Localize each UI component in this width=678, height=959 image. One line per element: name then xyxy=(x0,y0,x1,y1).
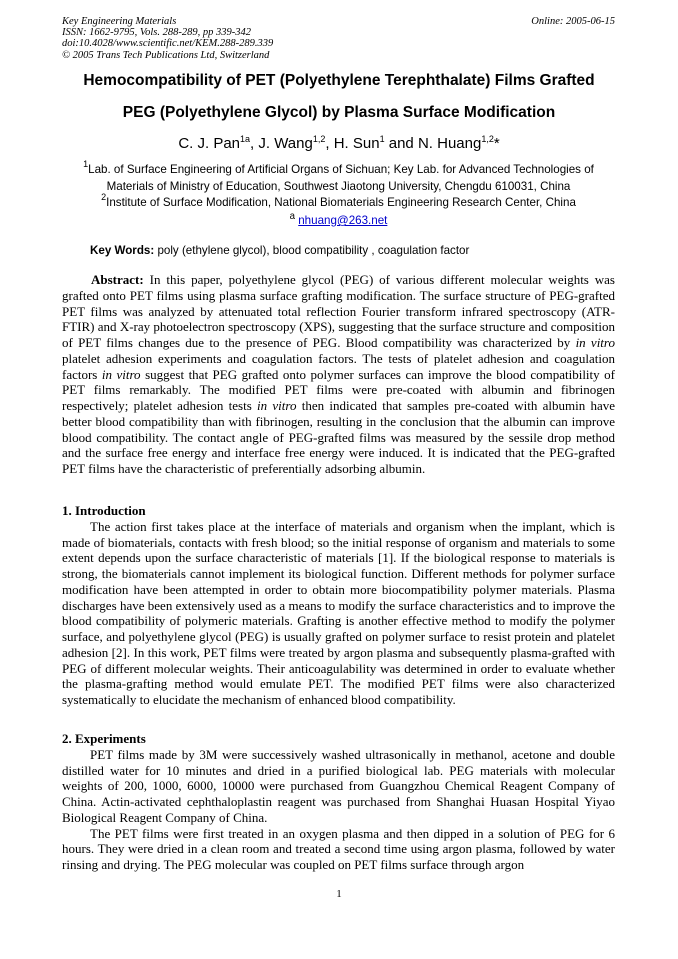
introduction-section xyxy=(62,503,615,708)
affiliation-1-line-2: Materials of Ministry of Education, Southwest Jiaotong University, Chengdu 610031, China xyxy=(106,179,571,193)
issn-line: ISSN: 1662-9795, Vols. 288-289, pp 339-342 xyxy=(62,27,251,39)
email-mark: a xyxy=(289,211,295,222)
abstract-text: platelet adhesion experiments and coagulation factors. The tests of platelet adhesion and coagulation factors xyxy=(62,350,615,382)
online-date: Online: 2005-06-15 xyxy=(531,16,615,27)
experiments-paragraph-2: The PET films were first treated in an oxygen plasma and then dipped in a solution of PEG for 6 hours. They were dried in a clean room and treated a second time using argon plasma, followed by water rinsing and drying. The PEG molecular was coupled on PET films surface through argon xyxy=(62,825,615,872)
author-list xyxy=(40,135,638,152)
paper-title-line-2: PEG (Polyethylene Glycol) by Plasma Surface Modification xyxy=(122,104,556,121)
author-separator: , xyxy=(325,135,334,152)
abstract-label: Abstract: xyxy=(91,272,144,287)
abstract-text: suggest that PEG grafted onto polymer surfaces can improve the blood compatibility of PET films remarkably. The modified PET films were pre-coated with albumin and fibrinogen respectively; platelet adhesion tests xyxy=(62,366,615,413)
author-affiliation-mark: 1 xyxy=(379,134,385,144)
abstract-italic: in vitro xyxy=(101,366,141,382)
affiliation-mark: 1 xyxy=(83,159,89,169)
author-name: J. Wang xyxy=(258,135,313,152)
affiliation-2 xyxy=(62,192,615,212)
author-name: N. Huang xyxy=(417,135,482,152)
doi-line: doi:10.4028/www.scientific.net/KEM.288-289.339 xyxy=(62,38,274,50)
keywords xyxy=(90,244,469,257)
author-separator: and xyxy=(384,135,418,152)
abstract-italic: in vitro xyxy=(257,398,297,413)
affiliation-mark: 2 xyxy=(101,192,107,202)
paper-title-line-1: Hemocompatibility of PET (Polyethylene Terephthalate) Films Grafted xyxy=(83,72,595,89)
abstract xyxy=(62,272,615,477)
affiliation-1-line-1: Lab. of Surface Engineering of Artificial Organs of Sichuan; Key Lab. for Advanced Technologies of xyxy=(88,163,594,176)
author-affiliation-mark: 1,2 xyxy=(312,134,326,144)
affiliation-1 xyxy=(62,159,615,195)
section-heading-experiments: 2. Experiments xyxy=(62,731,146,746)
page-number: 1 xyxy=(336,888,342,900)
author-name: C. J. Pan xyxy=(178,135,241,152)
experiments-paragraph-1: PET films made by 3M were successively washed ultrasonically in methanol, acetone and double distilled water for 10 minutes and dried in a purified biological lab. PEG materials with molecular weights of 200, 1000, 6000, 10000 were purchased from Guangzhou Chemical Reagent Company of China. Actin-activated cephthaloplastin reagent was purchased from Shanghai Huasan Hospital Yiyao Biological Reagent Company of China. xyxy=(62,746,615,825)
email-link[interactable]: nhuang@263.net xyxy=(298,213,388,227)
abstract-text: In this paper, polyethylene glycol (PEG) of various different molecular weights was grafted onto PET films using plasma surface grafting modification. The surface structure of PEG-grafted PET films was analyzed by attenuated total reflection Fourier transform infrared spectroscopy (ATR-FTIR) and X-ray photoelectron spectroscopy (XPS), suggesting that the surface structure and composition of PET films changes due to the presence of PEG. Blood compatibility was characterized by xyxy=(62,272,615,350)
experiments-section xyxy=(62,731,615,873)
corresponding-author-mark: * xyxy=(493,135,500,152)
journal-name: Key Engineering Materials xyxy=(62,16,177,27)
copyright-line: © 2005 Trans Tech Publications Ltd, Switzerland xyxy=(62,49,270,61)
contact-email-line xyxy=(62,211,615,227)
abstract-text: then indicated that samples pre-coated with albumin have better blood compatibility than with fibrinogen, resulting in the conclusion that the albumin can improve blood compatibility. The contact angle of PEG-grafted films was measured by the sessile drop method and the surface free energy and interface free energy were induced. It is indicated that the PEG-grafted PET films have the characteristic of preferentially adsorbing albumin. xyxy=(62,398,615,476)
introduction-paragraph: The action first takes place at the interface of materials and organism when the implant, which is made of biomaterials, contacts with fresh blood; so the initial response of organism and materials to some extent depends upon the surface characteristic of materials [1]. If the biological response to materials is strong, the biomaterials cannot implement its biological function. Different methods for polymer surface modification have been attempted in order to obtain more biocompatibility polymer materials. Plasma discharges have been extensively used as a means to modify the surface characteristics and to improve the blood compatibility of polymeric materials. Grafting is another effective method to modify the polymer surface, and polyethylene glycol (PEG) is usually grafted on polymer surface to resist protein and platelet adhesion [2]. In this work, PET films were treated by argon plasma and subsequently plasma-grafted with PEG of different molecular weights. Their anticoagulability was determined in order to evaluate whether the plasma-grafting method would emulate PET. The modified PET films were also characterized systematically to elucidate the mechanism of enhanced blood compatibility. xyxy=(62,518,615,707)
author-separator: , xyxy=(250,135,259,152)
section-heading-introduction: 1. Introduction xyxy=(62,503,146,518)
keywords-label: Key Words: xyxy=(90,244,155,257)
affiliation-2-text: Institute of Surface Modification, National Biomaterials Engineering Research Center, China xyxy=(106,196,576,209)
author-affiliation-mark: 1,2 xyxy=(481,134,494,144)
abstract-italic: in vitro xyxy=(575,335,615,350)
author-name: H. Sun xyxy=(333,135,380,152)
publication-header xyxy=(62,16,615,61)
author-affiliation-mark: 1a xyxy=(240,134,251,144)
keywords-text: poly (ethylene glycol), blood compatibility , coagulation factor xyxy=(157,244,470,257)
